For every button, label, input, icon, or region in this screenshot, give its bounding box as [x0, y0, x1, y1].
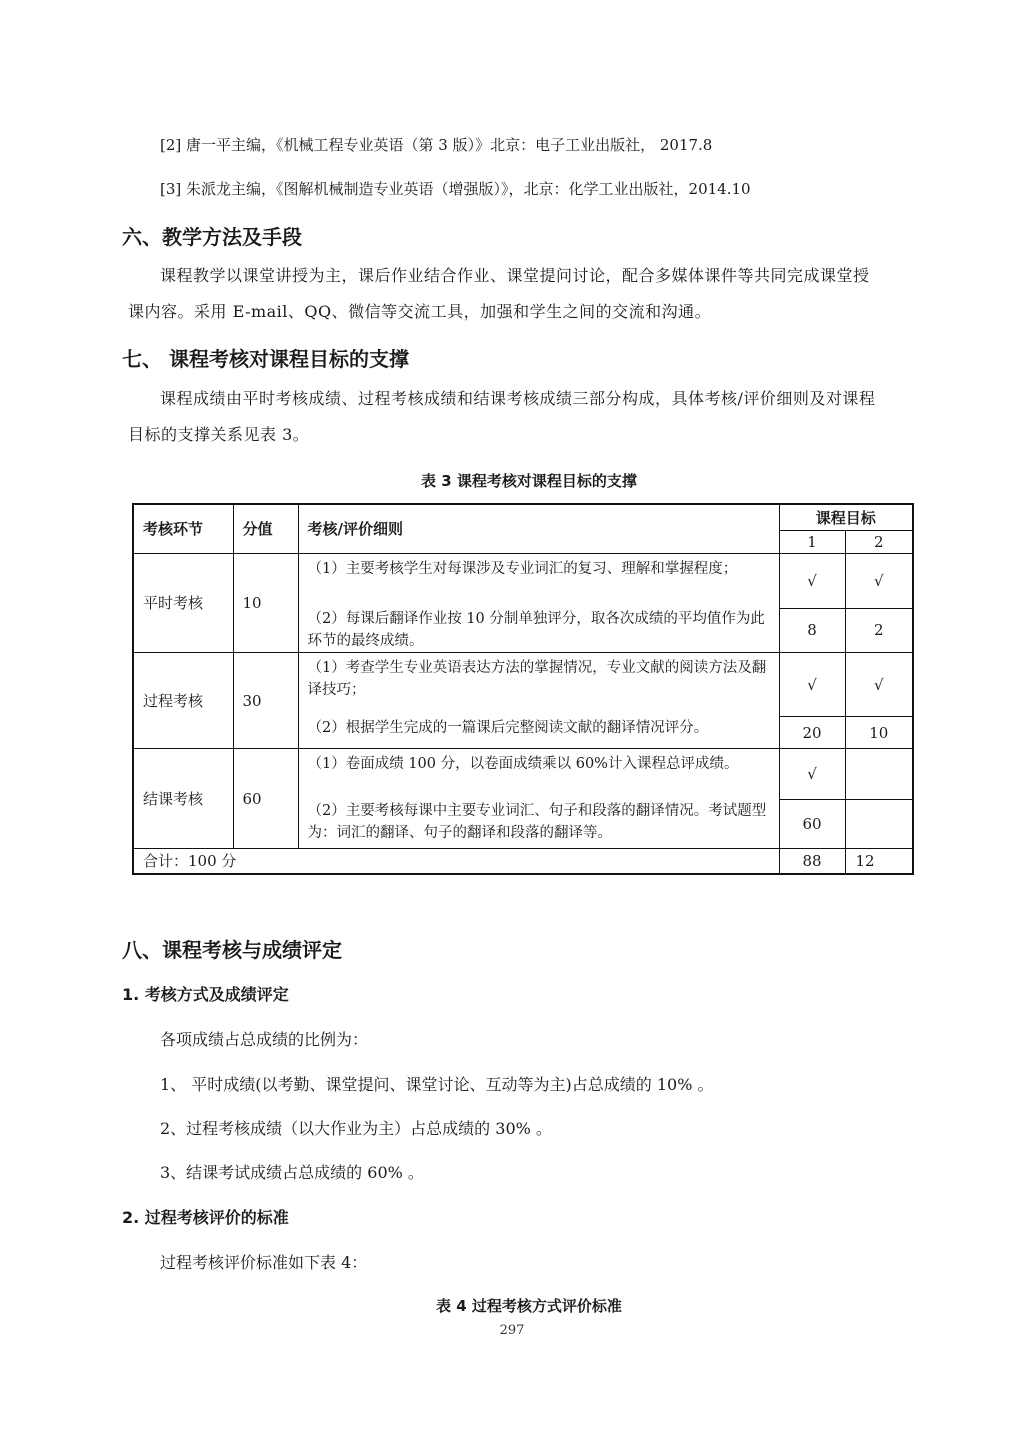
- table-3: [132, 503, 914, 875]
- section-8-heading: 八、课程考核与成绩评定: [122, 938, 342, 962]
- page-number: 297: [499, 1323, 525, 1338]
- row-goal-2-value: 10: [845, 717, 913, 749]
- row-goal-1-value: 8: [779, 608, 845, 653]
- ratio-item-2: 2、过程考核成绩（以大作业为主）占总成绩的 30% 。: [160, 1119, 552, 1138]
- subsection-2-heading: 2. 过程考核评价的标准: [122, 1208, 289, 1227]
- row-detail-1: （1）考查学生专业英语表达方法的掌握情况，专业文献的阅读方法及翻译技巧；: [298, 653, 779, 717]
- row-detail-2: （2）根据学生完成的一篇课后完整阅读文献的翻译情况评分。: [298, 717, 779, 749]
- table-total-row: [133, 849, 913, 874]
- row-score: 30: [233, 653, 298, 749]
- row-detail-2: （2）每课后翻译作业按 10 分制单独评分，取各次成绩的平均值作为此环节的最终成绩。: [298, 608, 779, 653]
- row-goal-1-mark: √: [779, 553, 845, 608]
- total-label: 合计：100 分: [133, 849, 779, 874]
- row-detail-1: （1）主要考核学生对每课涉及专业词汇的复习、理解和掌握程度；: [298, 553, 779, 608]
- header-score: 分值: [233, 504, 298, 553]
- row-goal-2-mark: √: [845, 553, 913, 608]
- total-goal-2: 12: [845, 849, 913, 874]
- section-6-paragraph: 课程教学以课堂讲授为主，课后作业结合作业、课堂提问讨论，配合多媒体课件等共同完成课堂授课内容。采用 E-mail、QQ、微信等交流工具，加强和学生之间的交流和沟通。: [128, 266, 870, 321]
- total-goal-1: 88: [779, 849, 845, 874]
- row-goal-2-value: [845, 800, 913, 849]
- table-4-intro: 过程考核评价标准如下表 4：: [160, 1253, 368, 1272]
- row-stage: 结课考核: [133, 749, 233, 849]
- row-detail-1: （1）卷面成绩 100 分，以卷面成绩乘以 60%计入课程总评成绩。: [298, 749, 779, 800]
- ratio-item-3: 3、结课考试成绩占总成绩的 60% 。: [160, 1163, 424, 1182]
- ratio-item-1: 1、 平时成绩(以考勤、课堂提问、课堂讨论、互动等为主)占总成绩的 10% 。: [160, 1075, 714, 1094]
- section-7-heading: 七、 课程考核对课程目标的支撑: [122, 347, 409, 371]
- ratio-intro: 各项成绩占总成绩的比例为：: [160, 1030, 369, 1049]
- row-score: 60: [233, 749, 298, 849]
- table-header-row: [133, 504, 913, 530]
- row-goal-2-mark: √: [845, 653, 913, 717]
- table-4-caption: 表 4 过程考核方式评价标准: [436, 1297, 622, 1315]
- reference-3: [3] 朱派龙主编，《图解机械制造专业英语（增强版）》，北京：化学工业出版社，2014.10: [160, 180, 751, 198]
- table-row: [133, 653, 913, 717]
- table-3-caption: 表 3 课程考核对课程目标的支撑: [421, 472, 637, 490]
- section-6-heading: 六、教学方法及手段: [122, 225, 302, 249]
- subsection-1-heading: 1. 考核方式及成绩评定: [122, 985, 289, 1004]
- row-detail-2: （2）主要考核每课中主要专业词汇、句子和段落的翻译情况。考试题型为：词汇的翻译、句子的翻译和段落的翻译等。: [298, 800, 779, 849]
- table-row: [133, 749, 913, 800]
- row-stage: 过程考核: [133, 653, 233, 749]
- row-goal-1-value: 60: [779, 800, 845, 849]
- row-stage: 平时考核: [133, 553, 233, 653]
- reference-2: [2] 唐一平主编，《机械工程专业英语（第 3 版）》北京：电子工业出版社， 2017.8: [160, 136, 713, 154]
- row-goal-1-value: 20: [779, 717, 845, 749]
- section-7-paragraph: 课程成绩由平时考核成绩、过程考核成绩和结课考核成绩三部分构成，具体考核/评价细则及对课程目标的支撑关系见表 3。: [128, 389, 876, 444]
- header-detail: 考核/评价细则: [298, 504, 779, 553]
- row-goal-2-mark: [845, 749, 913, 800]
- header-stage: 考核环节: [133, 504, 233, 553]
- row-goal-1-mark: √: [779, 749, 845, 800]
- header-goal-1: 1: [779, 530, 845, 553]
- row-goal-1-mark: √: [779, 653, 845, 717]
- row-score: 10: [233, 553, 298, 653]
- row-goal-2-value: 2: [845, 608, 913, 653]
- header-goal-2: 2: [845, 530, 913, 553]
- header-goals: 课程目标: [779, 504, 913, 530]
- table-row: [133, 553, 913, 608]
